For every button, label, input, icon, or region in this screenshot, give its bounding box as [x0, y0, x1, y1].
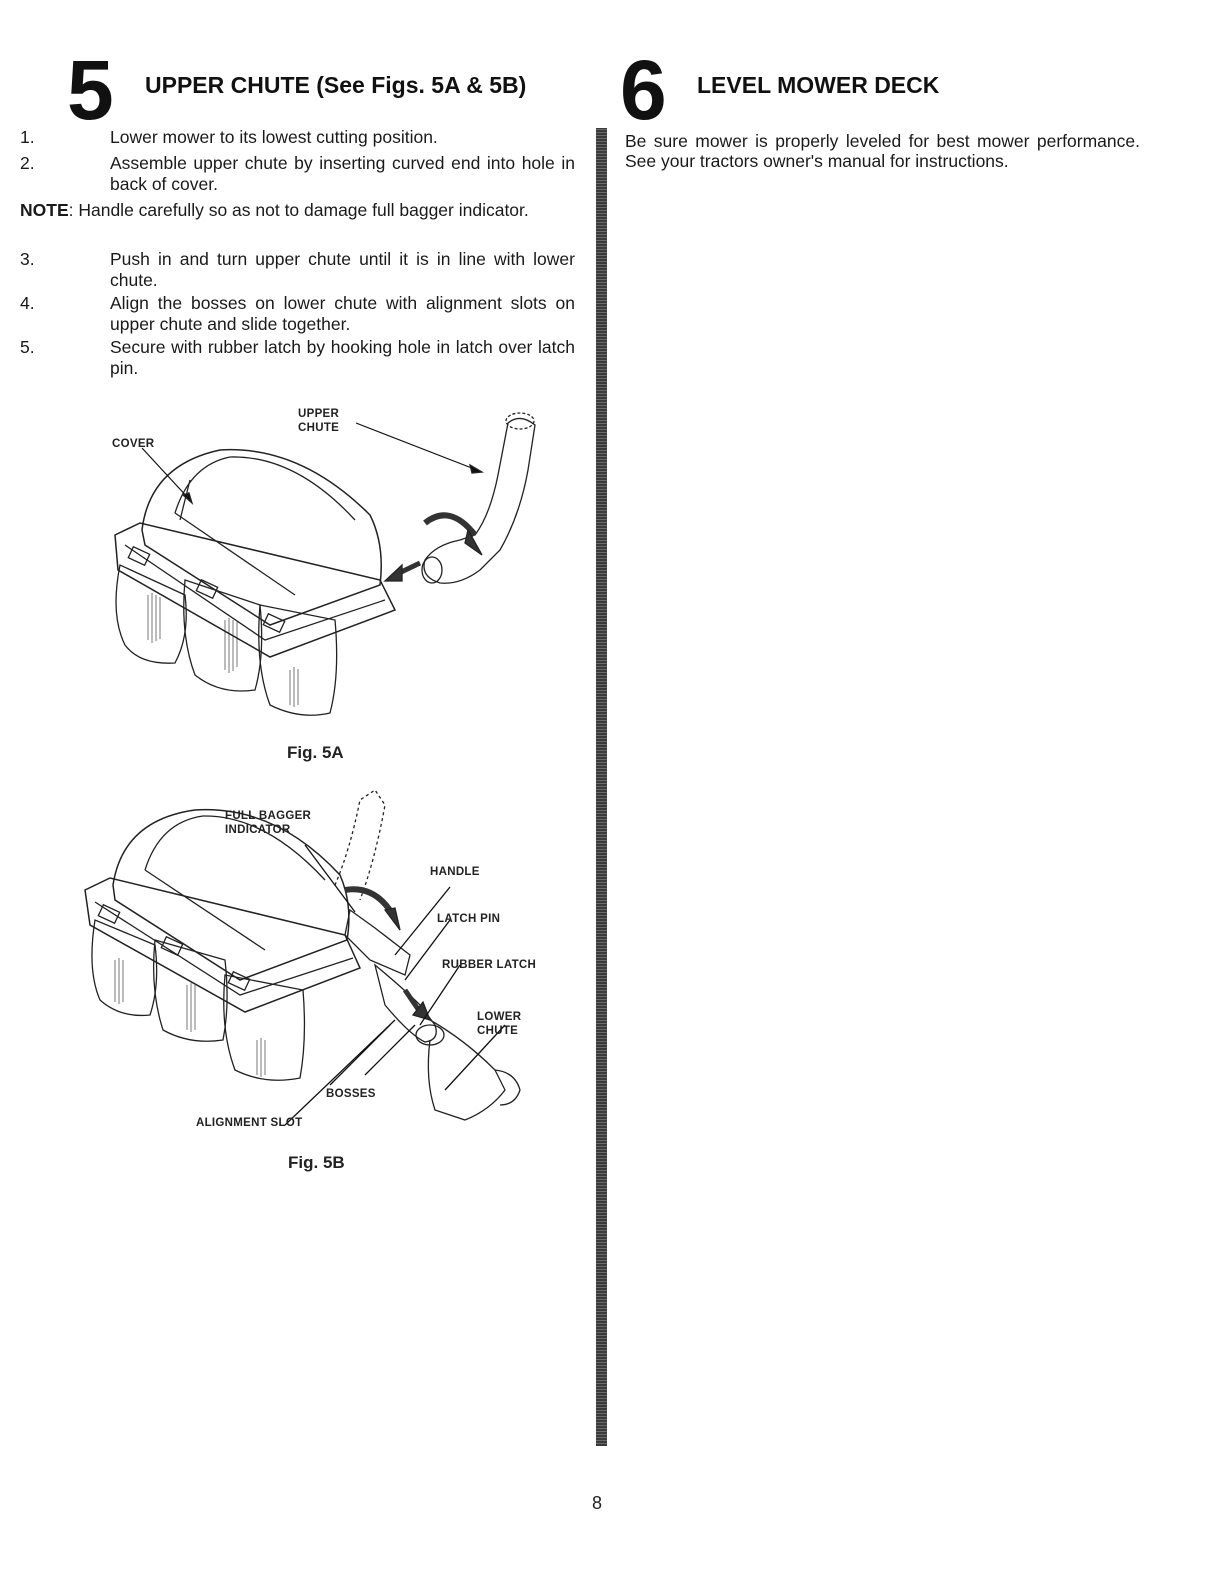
step-2-text: Assemble upper chute by inserting curved end into hole in back of cover.: [110, 153, 575, 194]
fig-5b-label-lower: LOWER: [477, 1011, 522, 1023]
fig-5b-label-indicator: INDICATOR: [225, 824, 291, 836]
section-6-title: LEVEL MOWER DECK: [697, 72, 940, 98]
step-2-number: 2.: [20, 153, 35, 173]
step-1-number: 1.: [20, 127, 35, 147]
step-4-number: 4.: [20, 293, 35, 313]
section-6-number: 6: [620, 43, 667, 137]
section-5-number: 5: [67, 43, 114, 137]
step-1: [20, 127, 575, 148]
note-text: : Handle carefully so as not to damage full bagger indicator.: [68, 200, 529, 220]
fig-5b-label-lower-chute: [477, 1010, 521, 1038]
fig-5b-label-rubber-latch: RUBBER LATCH: [442, 959, 537, 971]
step-4: [20, 293, 575, 335]
fig-5a-label-upper-chute: [298, 407, 339, 435]
fig-5b-label-bosses: BOSSES: [326, 1088, 376, 1100]
fig-5b-caption: Fig. 5B: [288, 1153, 345, 1172]
page-number: 8: [592, 1493, 603, 1513]
step-5-text: Secure with rubber latch by hooking hole in latch over latch pin.: [110, 337, 575, 378]
column-divider: [596, 128, 607, 1446]
step-2: [20, 153, 575, 195]
fig-5b-label-latch-pin: LATCH PIN: [437, 913, 501, 925]
fig-5b-label-full-bagger: FULL BAGGER: [225, 810, 312, 822]
fig-5b-label-handle: HANDLE: [430, 866, 480, 878]
fig-5b-label-full-bagger-indicator: [225, 809, 311, 837]
step-3-number: 3.: [20, 249, 35, 269]
note-label: NOTE: [20, 200, 69, 220]
step-3: [20, 249, 575, 291]
fig-5b-label-chute: CHUTE: [477, 1025, 519, 1037]
step-5: [20, 337, 575, 379]
fig-5a-caption: Fig. 5A: [287, 743, 344, 762]
note: [20, 200, 575, 221]
step-5-number: 5.: [20, 337, 35, 357]
fig-5a-label-upper: UPPER: [298, 408, 340, 420]
fig-5b-label-alignment-slot: ALIGNMENT SLOT: [196, 1117, 303, 1129]
section-5-title: UPPER CHUTE (See Figs. 5A & 5B): [145, 72, 527, 98]
step-4-text: Align the bosses on lower chute with alignment slots on upper chute and slide together.: [110, 293, 575, 334]
fig-5a-label-chute: CHUTE: [298, 422, 340, 434]
section-6-text: Be sure mower is properly leveled for best mower performance. See your tractors owner's manual for instructions.: [625, 131, 1140, 171]
fig-5a-label-cover: COVER: [112, 438, 155, 450]
step-3-text: Push in and turn upper chute until it is in line with lower chute.: [110, 249, 575, 290]
step-1-text: Lower mower to its lowest cutting position.: [110, 127, 438, 147]
